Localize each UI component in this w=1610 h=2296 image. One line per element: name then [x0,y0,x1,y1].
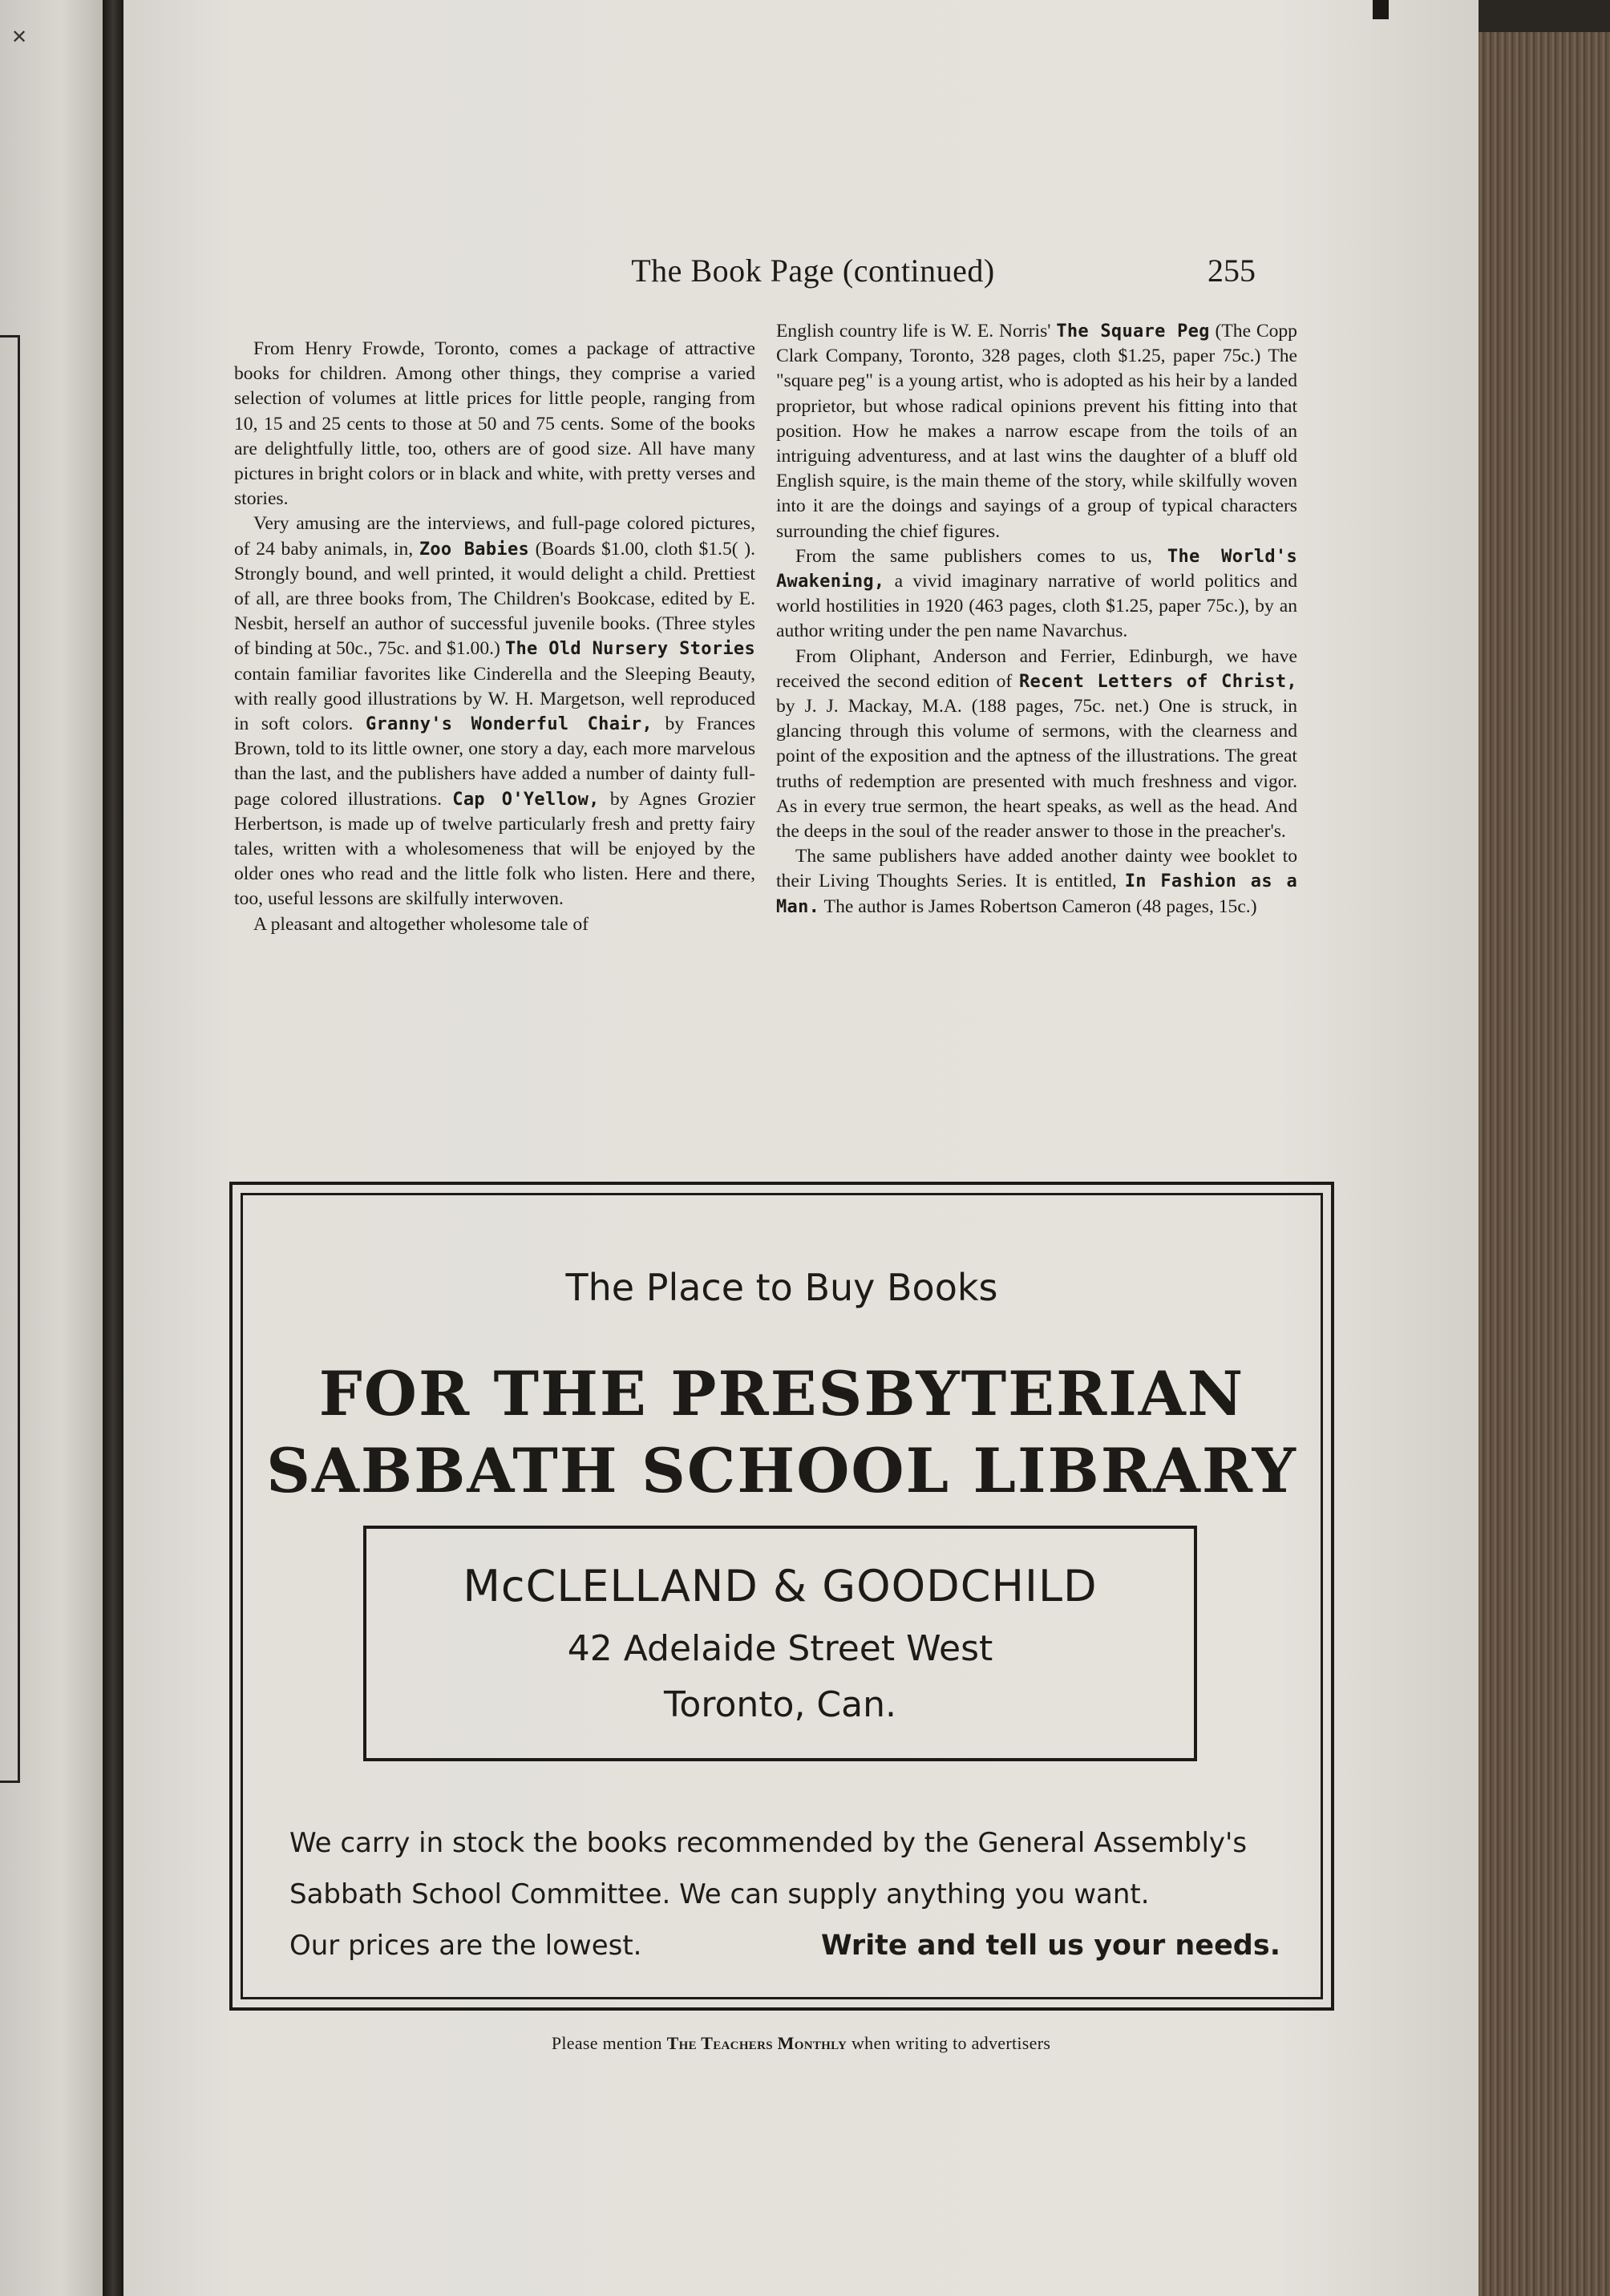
book-title: The World's Awakening, [776,546,1298,592]
ad-body-line2: Sabbath School Committee. We can supply anything you want. [289,1878,1150,1910]
paragraph [234,912,755,937]
paragraph-text: Very amusing are the interviews, and full-page colored pictures, of 24 baby animals, in, [234,513,755,560]
paragraph [776,544,1297,645]
paragraph-text: a vivid imaginary narrative of world politics and world hostilities in 1920 (463 pages, cloth $1.25, paper 75c.), by an author writing under the pen name Navarchus. [776,571,1297,642]
facing-page-edge [0,0,103,2296]
running-head: The Book Page (continued) [631,253,995,289]
book-title: Zoo Babies [419,539,530,560]
paragraph-text: The author is James Robertson Cameron (48 pages, 15c.) [819,895,1257,917]
book-title: Granny's Wonderful Chair, [365,714,653,735]
ad-city: Toronto, Can. [664,1684,896,1725]
corner-shadow [1373,0,1389,19]
paragraph-text: by J. J. Mackay, M.A. (188 pages, 75c. net.) One is struck, in glancing through this volume of sermons, with the clearness and point of the exposition and the aptness of the illustrations. The great truths of redemption are presented with much freshness and vigor. As in every true sermon, the heart speaks, as well as the head. And the deeps in the soul of the reader answer to those in the preacher's. [776,696,1297,843]
paragraph [776,844,1297,920]
paragraph-text: (Boards $1.00, cloth $1.5( ). Strongly bound, and well printed, it would delight a child. Prettiest of all, are three books from, The Children's Bookcase, edited by E. Nesbit, herself an author of successful juvenile books. (Three styles of binding at 50c., 75c. and $1.00.) [234,538,755,660]
left-text-column [234,337,755,937]
paragraph-text: (The Copp Clark Company, Toronto, 328 pages, cloth $1.25, paper 75c.) The "square peg" is a young artist, who is adopted as his heir by a landed proprietor, but whose radical opinions prevent his fitting into that position. How he makes a narrow escape from the toils of an intriguing adventuress, and at last wins the daughter of a bluff old English squire, is the main theme of the story, while skilfully woven into it are the doings and sayings of a group of typical characters surrounding the chief figures. [776,321,1297,542]
page-number: 255 [1208,253,1256,289]
page-stack-edges [1479,32,1610,2296]
paragraph-text: by Agnes Grozier Herbertson, is made up of twelve particularly fresh and pretty fairy tales, written with a wholesomeness that will be enjoyed by the older ones who read and the little folk who listen. Here and there, too, useful lessons are skilfully interwoven. [234,788,756,910]
ad-body-line1: We carry in stock the books recommended by the General Assembly's [289,1827,1248,1859]
paragraph-text: From Oliphant, Anderson and Ferrier, Edinburgh, we have received the second edition of [776,645,1297,692]
book-title: The Square Peg [1056,321,1210,342]
paragraph [776,645,1297,845]
paragraph-text: The same publishers have added another dainty wee booklet to their Living Thoughts Series. It is entitled, [776,846,1297,892]
book-title: Recent Letters of Christ, [1018,671,1297,692]
ad-street-address: 42 Adelaide Street West [567,1628,993,1669]
book-gutter [103,0,123,2296]
paragraph-text: contain familiar favorites like Cinderella and the Sleeping Beauty, with really good illustrations by W. H. Margetson, well reproduced in soft colors. [234,663,755,735]
paragraph [234,337,755,511]
advertisement-inner-border [241,1193,1323,1999]
page-footer [123,2033,1479,2054]
footer-prefix: Please mention [551,2033,667,2053]
paragraph-text: by Frances Brown, told to its little owner, one story a day, each more marvelous than the last, and the publishers have added a number of dainty full-page colored illustrations. [234,713,755,810]
ad-body-text [289,1817,1280,1971]
ad-headline-line2: SABBATH SCHOOL LIBRARY [266,1435,1297,1506]
page-header [123,249,1479,297]
paragraph-text: A pleasant and altogether wholesome tale of [253,913,589,935]
ad-call-to-action: Write and tell us your needs. [820,1930,1280,1962]
ad-body-line3: Our prices are the lowest. [289,1930,642,1962]
facing-page-border [0,335,20,1783]
ad-body-line3-wrap [289,1920,1280,1971]
paragraph-text: From the same publishers comes to us, [795,545,1167,567]
ad-headline [243,1356,1321,1510]
footer-suffix: when writing to advertisers [847,2033,1051,2053]
book-title: The Old Nursery Stories [504,639,755,660]
book-title: In Fashion as a Man. [776,871,1297,917]
ad-address-box [363,1526,1197,1761]
ad-tagline: The Place to Buy Books [565,1266,998,1309]
right-text-column [776,319,1297,920]
footer-publication: The Teachers Monthly [666,2033,847,2053]
ad-company-name: McCLELLAND & GOODCHILD [463,1561,1098,1611]
paragraph-text: From Henry Frowde, Toronto, comes a package of attractive books for children. Among other things, they comprise a varied selection of volumes at little prices for little people, ranging from 10, 15 and 25 cents to those at 50 and 75 cents. Some of the books are delightfully little, too, others are of good size. All have many pictures in bright colors or in black and white, with pretty verses and stories. [234,338,755,510]
advertisement [229,1182,1334,2011]
page-mark-icon: ✕ [11,27,28,48]
book-title: Cap O'Yellow, [452,789,600,810]
paragraph [776,319,1297,544]
paragraph [234,511,755,912]
paragraph-text: English country life is W. E. Norris' [776,321,1057,342]
ad-headline-line1: FOR THE PRESBYTERIAN [318,1358,1245,1429]
